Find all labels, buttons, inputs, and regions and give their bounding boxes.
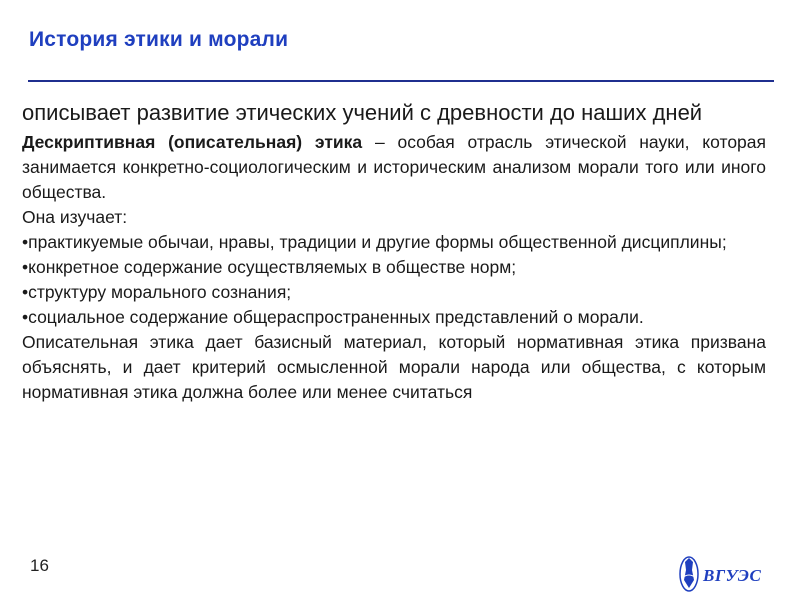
logo-text: ВГУЭС (703, 566, 762, 585)
slide-title: История этики и морали (29, 28, 289, 51)
bullet-item: •конкретное содержание осуществляемых в обществе норм; (22, 257, 517, 277)
descriptive-ethics-paragraph (22, 130, 766, 205)
slide-body (22, 98, 766, 405)
page-number: 16 (30, 556, 49, 575)
descriptive-ethics-definition: – особая отрасль этической науки, которая занимается конкретно-социологическим и историческим анализом морали того или иного общества. (22, 132, 766, 202)
university-emblem-icon (680, 557, 698, 591)
lead-text: описывает развитие этических учений с древности до наших дней (22, 100, 703, 125)
bullet-item: •социальное содержание общераспространенных представлений о морали. (22, 307, 644, 327)
bullet-item: •практикуемые обычаи, нравы, традиции и другие формы общественной дисциплины; (22, 232, 727, 252)
conclusion-paragraph: Описательная этика дает базисный материал, который нормативная этика призвана объяснять, и дает критерий осмысленной морали народа или общества, с которым нормативная этика должна более или менее считаться (22, 332, 766, 402)
studies-intro: Она изучает: (22, 207, 128, 227)
bullet-item: •структуру морального сознания; (22, 282, 292, 302)
university-logo (676, 550, 776, 594)
descriptive-ethics-term: Дескриптивная (описательная) этика (22, 132, 363, 152)
title-divider (28, 80, 774, 82)
